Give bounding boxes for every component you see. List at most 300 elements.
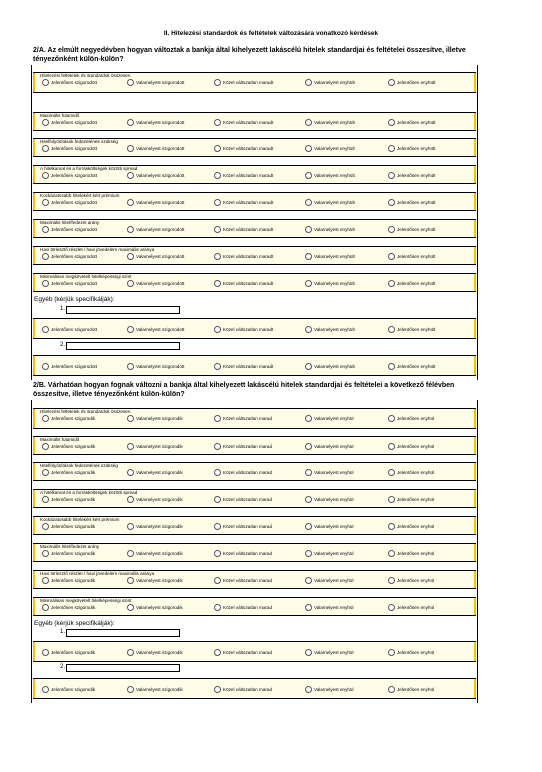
option-2[interactable] [127, 362, 184, 370]
option-4[interactable] [305, 325, 355, 333]
frame-border [31, 65, 32, 380]
radio-icon[interactable] [127, 604, 134, 611]
option-4[interactable] [305, 252, 355, 260]
option-2[interactable] [127, 118, 184, 126]
radio-icon[interactable] [388, 469, 395, 476]
radio-icon[interactable] [305, 649, 312, 656]
option-label: Közel változatlan maradt [223, 363, 274, 369]
question-row-2 [33, 112, 476, 131]
radio-icon[interactable] [214, 604, 221, 611]
option-label: Jelentősen szigorodik [51, 469, 96, 475]
option-2[interactable] [127, 495, 183, 503]
radio-icon[interactable] [388, 226, 395, 233]
option-label: Közel változatlan maradt [223, 280, 274, 286]
option-label: Valamelyest szigorodott [136, 199, 185, 205]
row-label: Maximális futamidő [40, 113, 80, 118]
radio-icon[interactable] [305, 199, 312, 206]
option-1[interactable] [42, 279, 97, 287]
option-label: Valamelyest enyhül [314, 577, 354, 583]
other-input-2[interactable] [66, 342, 180, 350]
row-label: Maximális hitel/fedezet arány [40, 544, 100, 549]
question-row-3 [33, 462, 476, 481]
option-1[interactable] [42, 576, 95, 584]
option-label: Valamelyest enyhül [314, 496, 354, 502]
radio-icon[interactable] [388, 199, 395, 206]
option-label: Jelentősen enyhül [397, 604, 435, 610]
option-label: Jelentősen enyhült [397, 253, 436, 259]
radio-icon[interactable] [42, 550, 49, 557]
radio-icon[interactable] [214, 79, 221, 86]
option-label: Valamelyest szigorodik [136, 577, 183, 583]
option-label: Jelentősen enyhül [397, 649, 435, 655]
option-2[interactable] [127, 685, 183, 693]
option-2[interactable] [127, 576, 183, 584]
option-label: Jelentősen szigorodott [51, 145, 97, 151]
option-label: Valamelyest enyhült [314, 199, 355, 205]
option-label: Valamelyest szigorodott [136, 326, 185, 332]
radio-icon[interactable] [214, 523, 221, 530]
option-label: Valamelyest szigorodott [136, 145, 185, 151]
other-label: Egyéb (kérjük specifikálják): [34, 296, 115, 303]
option-label: Valamelyest szigorodik [136, 415, 183, 421]
radio-icon[interactable] [127, 469, 134, 476]
option-label: Közel változatlan marad [223, 415, 273, 421]
option-label: Valamelyest szigorodott [136, 280, 185, 286]
option-1[interactable] [42, 78, 97, 86]
radio-icon[interactable] [127, 649, 134, 656]
option-3[interactable] [214, 362, 273, 370]
radio-icon[interactable] [305, 79, 312, 86]
option-label: Jelentősen szigorodik [51, 496, 96, 502]
radio-icon[interactable] [214, 415, 221, 422]
radio-icon[interactable] [305, 172, 312, 179]
option-1[interactable] [42, 522, 95, 530]
option-1[interactable] [42, 225, 97, 233]
option-label: Közel változatlan marad [223, 550, 273, 556]
option-label: Jelentősen enyhül [397, 496, 435, 502]
question-row-8 [33, 597, 476, 616]
option-5[interactable] [388, 685, 434, 693]
option-4[interactable] [305, 549, 354, 557]
option-3[interactable] [214, 171, 273, 179]
question-row-1 [33, 408, 476, 429]
option-5[interactable] [388, 78, 435, 86]
option-5[interactable] [388, 325, 435, 333]
radio-icon[interactable] [214, 119, 221, 126]
radio-icon[interactable] [305, 686, 312, 693]
question-row-other-1 [33, 318, 476, 339]
option-2[interactable] [127, 414, 183, 422]
radio-icon[interactable] [42, 363, 49, 370]
row-label: A hitelkamat és a forrásköltségek közötti spread [40, 490, 138, 495]
radio-icon[interactable] [42, 199, 49, 206]
radio-icon[interactable] [42, 469, 49, 476]
question-row-5 [33, 192, 476, 211]
option-2[interactable] [127, 78, 184, 86]
radio-icon[interactable] [214, 280, 221, 287]
row-label: Hitelezési feltételek és standardok összesen [40, 73, 131, 78]
option-2[interactable] [127, 603, 183, 611]
option-2[interactable] [127, 225, 184, 233]
option-3[interactable] [214, 325, 273, 333]
radio-icon[interactable] [214, 469, 221, 476]
page-title: II. Hitelezési standardok és feltételek változására vonatkozó kérdések [163, 30, 379, 37]
radio-icon[interactable] [305, 280, 312, 287]
option-2[interactable] [127, 279, 184, 287]
radio-icon[interactable] [42, 686, 49, 693]
radio-icon[interactable] [127, 199, 134, 206]
option-5[interactable] [388, 225, 435, 233]
option-4[interactable] [305, 171, 355, 179]
radio-icon[interactable] [388, 119, 395, 126]
option-3[interactable] [214, 252, 273, 260]
option-3[interactable] [214, 78, 273, 86]
radio-icon[interactable] [127, 363, 134, 370]
option-label: Valamelyest enyhül [314, 443, 354, 449]
option-3[interactable] [214, 225, 273, 233]
option-label: Jelentősen szigorodik [51, 649, 96, 655]
option-label: Valamelyest enyhült [314, 79, 355, 85]
radio-icon[interactable] [127, 550, 134, 557]
option-5[interactable] [388, 171, 435, 179]
radio-icon[interactable] [305, 145, 312, 152]
radio-icon[interactable] [42, 443, 49, 450]
option-label: Valamelyest enyhült [314, 172, 355, 178]
option-label: Valamelyest enyhült [314, 226, 355, 232]
radio-icon[interactable] [305, 550, 312, 557]
option-2[interactable] [127, 252, 184, 260]
option-2[interactable] [127, 442, 183, 450]
radio-icon[interactable] [305, 604, 312, 611]
option-1[interactable] [42, 685, 95, 693]
radio-icon[interactable] [214, 145, 221, 152]
option-4[interactable] [305, 576, 354, 584]
option-label: Jelentősen szigorodott [51, 363, 97, 369]
option-4[interactable] [305, 414, 354, 422]
radio-icon[interactable] [214, 443, 221, 450]
option-4[interactable] [305, 495, 354, 503]
radio-icon[interactable] [305, 253, 312, 260]
option-3[interactable] [214, 648, 272, 656]
radio-icon[interactable] [42, 280, 49, 287]
radio-icon[interactable] [388, 604, 395, 611]
frame-border [31, 400, 32, 703]
option-3[interactable] [214, 198, 273, 206]
radio-icon[interactable] [388, 172, 395, 179]
option-label: Jelentősen enyhült [397, 363, 436, 369]
option-5[interactable] [388, 279, 435, 287]
option-label: Valamelyest szigorodik [136, 649, 183, 655]
option-5[interactable] [388, 414, 434, 422]
option-3[interactable] [214, 522, 272, 530]
radio-icon[interactable] [214, 550, 221, 557]
radio-icon[interactable] [305, 469, 312, 476]
option-label: Valamelyest enyhült [314, 326, 355, 332]
option-5[interactable] [388, 495, 434, 503]
radio-icon[interactable] [388, 253, 395, 260]
radio-icon[interactable] [42, 79, 49, 86]
option-5[interactable] [388, 442, 434, 450]
radio-icon[interactable] [42, 604, 49, 611]
row-label: Minimálisan megkövetelt hitelképességi szint [40, 598, 132, 603]
option-1[interactable] [42, 414, 95, 422]
other-input-1[interactable] [66, 306, 180, 314]
option-5[interactable] [388, 549, 434, 557]
radio-icon[interactable] [388, 415, 395, 422]
question-row-8 [33, 273, 476, 292]
radio-icon[interactable] [305, 577, 312, 584]
radio-icon[interactable] [214, 326, 221, 333]
radio-icon[interactable] [388, 363, 395, 370]
radio-icon[interactable] [127, 326, 134, 333]
option-3[interactable] [214, 549, 272, 557]
radio-icon[interactable] [42, 253, 49, 260]
option-5[interactable] [388, 648, 434, 656]
radio-icon[interactable] [214, 172, 221, 179]
option-label: Jelentősen enyhül [397, 686, 435, 692]
option-4[interactable] [305, 225, 355, 233]
option-label: Jelentősen enyhül [397, 469, 435, 475]
option-5[interactable] [388, 576, 434, 584]
option-label: Valamelyest enyhül [314, 686, 354, 692]
option-1[interactable] [42, 549, 95, 557]
option-label: Közel változatlan maradt [223, 79, 274, 85]
option-2[interactable] [127, 325, 184, 333]
radio-icon[interactable] [388, 79, 395, 86]
option-1[interactable] [42, 198, 97, 206]
option-label: Közel változatlan marad [223, 523, 273, 529]
option-label: Jelentősen enyhült [397, 199, 436, 205]
option-1[interactable] [42, 362, 97, 370]
radio-icon[interactable] [42, 145, 49, 152]
option-1[interactable] [42, 325, 97, 333]
option-4[interactable] [305, 279, 355, 287]
option-label: Közel változatlan maradt [223, 226, 274, 232]
option-2[interactable] [127, 522, 183, 530]
option-3[interactable] [214, 118, 273, 126]
option-5[interactable] [388, 468, 434, 476]
option-2[interactable] [127, 648, 183, 656]
radio-icon[interactable] [127, 686, 134, 693]
option-label: Jelentősen szigorodott [51, 253, 97, 259]
option-2[interactable] [127, 198, 184, 206]
option-1[interactable] [42, 495, 95, 503]
other-number-1: 1. [60, 629, 66, 635]
option-label: Jelentősen szigorodik [51, 686, 96, 692]
radio-icon[interactable] [42, 326, 49, 333]
option-3[interactable] [214, 144, 273, 152]
radio-icon[interactable] [127, 253, 134, 260]
row-label: Hitelezési feltételek és standardok összesen [40, 409, 131, 414]
radio-icon[interactable] [127, 577, 134, 584]
radio-icon[interactable] [42, 226, 49, 233]
option-4[interactable] [305, 648, 354, 656]
radio-icon[interactable] [127, 226, 134, 233]
row-label: Kockázatosabb hitelekért kért prémium [40, 517, 120, 522]
radio-icon[interactable] [42, 649, 49, 656]
radio-icon[interactable] [42, 577, 49, 584]
radio-icon[interactable] [214, 649, 221, 656]
option-label: Jelentősen szigorodik [51, 550, 96, 556]
option-label: Valamelyest enyhül [314, 523, 354, 529]
option-4[interactable] [305, 522, 354, 530]
radio-icon[interactable] [305, 496, 312, 503]
row-label: Maximális futamidő [40, 437, 80, 442]
radio-icon[interactable] [42, 415, 49, 422]
radio-icon[interactable] [305, 363, 312, 370]
radio-icon[interactable] [305, 119, 312, 126]
radio-icon[interactable] [388, 523, 395, 530]
radio-icon[interactable] [214, 199, 221, 206]
option-1[interactable] [42, 442, 95, 450]
option-5[interactable] [388, 144, 435, 152]
radio-icon[interactable] [388, 326, 395, 333]
radio-icon[interactable] [127, 280, 134, 287]
radio-icon[interactable] [127, 523, 134, 530]
option-3[interactable] [214, 279, 273, 287]
option-label: Jelentősen enyhül [397, 415, 435, 421]
option-label: Jelentősen enyhült [397, 119, 436, 125]
section-question: 2/B. Várhatóan hogyan fognak változni a bankja által kihelyezett lakáscélú hitelek standardjai és feltételei a következő félévben összesítve, illetve tényezőnként külön-külön? [33, 382, 455, 398]
option-label: Valamelyest enyhült [314, 253, 355, 259]
option-5[interactable] [388, 198, 435, 206]
radio-icon[interactable] [388, 145, 395, 152]
option-3[interactable] [214, 468, 272, 476]
option-5[interactable] [388, 603, 434, 611]
option-label: Valamelyest szigorodott [136, 79, 185, 85]
option-4[interactable] [305, 362, 355, 370]
option-4[interactable] [305, 442, 354, 450]
option-4[interactable] [305, 198, 355, 206]
option-label: Valamelyest enyhül [314, 604, 354, 610]
radio-icon[interactable] [42, 496, 49, 503]
radio-icon[interactable] [214, 253, 221, 260]
option-1[interactable] [42, 648, 95, 656]
other-number-2: 2. [60, 664, 66, 670]
option-5[interactable] [388, 522, 434, 530]
option-4[interactable] [305, 118, 355, 126]
radio-icon[interactable] [305, 415, 312, 422]
option-3[interactable] [214, 685, 272, 693]
option-label: Jelentősen szigorodik [51, 415, 96, 421]
question-row-other-2 [33, 355, 476, 376]
option-5[interactable] [388, 118, 435, 126]
option-4[interactable] [305, 603, 354, 611]
option-label: Jelentősen szigorodott [51, 199, 97, 205]
row-label: Havi törlesztő részlet / havi jövedelem maximális aránya [40, 571, 155, 576]
radio-icon[interactable] [388, 649, 395, 656]
option-label: Valamelyest enyhült [314, 363, 355, 369]
option-label: Közel változatlan marad [223, 649, 273, 655]
question-row-4 [33, 165, 476, 184]
radio-icon[interactable] [127, 119, 134, 126]
radio-icon[interactable] [388, 496, 395, 503]
radio-icon[interactable] [42, 523, 49, 530]
option-label: Közel változatlan maradt [223, 326, 274, 332]
radio-icon[interactable] [388, 443, 395, 450]
radio-icon[interactable] [214, 686, 221, 693]
option-label: Közel változatlan maradt [223, 119, 274, 125]
option-label: Valamelyest enyhül [314, 415, 354, 421]
option-1[interactable] [42, 171, 97, 179]
radio-icon[interactable] [214, 226, 221, 233]
option-5[interactable] [388, 362, 435, 370]
option-5[interactable] [388, 252, 435, 260]
other-input-2[interactable] [66, 664, 180, 672]
radio-icon[interactable] [388, 686, 395, 693]
row-label: Havi törlesztő részlet / havi jövedelem maximális aránya [40, 247, 155, 252]
option-label: Valamelyest szigorodik [136, 604, 183, 610]
option-label: Valamelyest szigorodott [136, 172, 185, 178]
option-3[interactable] [214, 603, 272, 611]
radio-icon[interactable] [127, 79, 134, 86]
option-1[interactable] [42, 468, 95, 476]
option-3[interactable] [214, 576, 272, 584]
option-label: Valamelyest enyhült [314, 119, 355, 125]
option-3[interactable] [214, 414, 272, 422]
row-label: Maximális hitel/fedezet arány [40, 220, 100, 225]
radio-icon[interactable] [388, 550, 395, 557]
radio-icon[interactable] [305, 523, 312, 530]
option-label: Jelentősen szigorodott [51, 280, 97, 286]
radio-icon[interactable] [127, 443, 134, 450]
option-4[interactable] [305, 144, 355, 152]
option-label: Jelentősen enyhült [397, 280, 436, 286]
option-2[interactable] [127, 171, 184, 179]
option-label: Közel változatlan marad [223, 577, 273, 583]
radio-icon[interactable] [127, 415, 134, 422]
other-input-1[interactable] [66, 629, 180, 637]
radio-icon[interactable] [388, 577, 395, 584]
option-1[interactable] [42, 144, 97, 152]
question-row-7 [33, 570, 476, 589]
option-4[interactable] [305, 468, 354, 476]
option-4[interactable] [305, 78, 355, 86]
option-4[interactable] [305, 685, 354, 693]
row-label: Kockázatosabb hitelekért kért prémium [40, 193, 120, 198]
question-row-5 [33, 516, 476, 535]
radio-icon[interactable] [305, 326, 312, 333]
radio-icon[interactable] [42, 172, 49, 179]
radio-icon[interactable] [305, 226, 312, 233]
option-label: Jelentősen szigorodott [51, 326, 97, 332]
option-1[interactable] [42, 603, 95, 611]
radio-icon[interactable] [388, 280, 395, 287]
option-label: Jelentősen enyhült [397, 226, 436, 232]
radio-icon[interactable] [42, 119, 49, 126]
option-2[interactable] [127, 144, 184, 152]
option-3[interactable] [214, 442, 272, 450]
option-3[interactable] [214, 495, 272, 503]
radio-icon[interactable] [127, 145, 134, 152]
radio-icon[interactable] [305, 443, 312, 450]
row-label: Hitelfolyósítások fedezetének szükség [40, 463, 118, 468]
option-2[interactable] [127, 549, 183, 557]
option-label: Jelentősen enyhül [397, 443, 435, 449]
option-label: Jelentősen szigorodott [51, 172, 97, 178]
radio-icon[interactable] [214, 496, 221, 503]
section-question: 2/A. Az elmúlt negyedévben hogyan változtak a bankja által kihelyezett lakáscélú hitelek standardjai és feltételei összesítve, illetve tényezőnként külön-külön? [33, 47, 466, 63]
option-1[interactable] [42, 252, 97, 260]
option-label: Jelentősen szigorodott [51, 79, 97, 85]
question-row-other-1 [33, 641, 476, 662]
radio-icon[interactable] [214, 363, 221, 370]
radio-icon[interactable] [127, 496, 134, 503]
radio-icon[interactable] [127, 172, 134, 179]
option-2[interactable] [127, 468, 183, 476]
option-1[interactable] [42, 118, 97, 126]
radio-icon[interactable] [214, 577, 221, 584]
